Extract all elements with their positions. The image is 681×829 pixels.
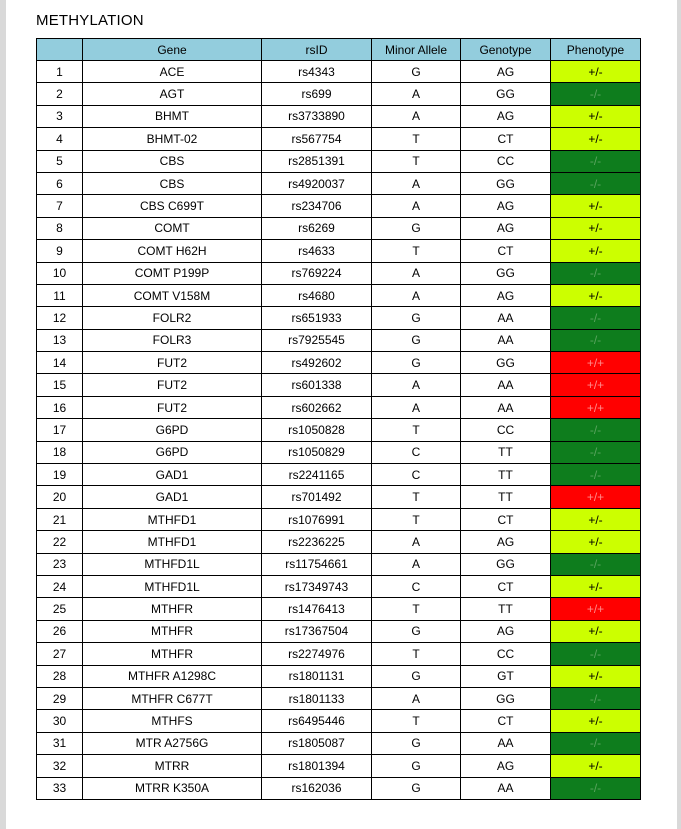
gene-cell: MTRR [83, 755, 262, 777]
minor-allele-cell: G [372, 307, 461, 329]
gene-cell: MTHFD1L [83, 575, 262, 597]
row-index: 3 [37, 105, 83, 127]
gene-cell: CBS C699T [83, 195, 262, 217]
minor-allele-cell: T [372, 598, 461, 620]
rsid-cell: rs4633 [262, 240, 372, 262]
row-index: 20 [37, 486, 83, 508]
rsid-cell: rs4680 [262, 284, 372, 306]
table-row [37, 755, 641, 777]
row-index: 16 [37, 396, 83, 418]
minor-allele-cell: A [372, 262, 461, 284]
phenotype-cell: -/- [551, 172, 641, 194]
section-title: METHYLATION [36, 12, 144, 29]
genotype-cell: CC [461, 643, 551, 665]
genotype-cell: TT [461, 486, 551, 508]
phenotype-cell: -/- [551, 643, 641, 665]
minor-allele-cell: G [372, 620, 461, 642]
rsid-cell: rs162036 [262, 777, 372, 799]
minor-allele-cell: A [372, 105, 461, 127]
minor-allele-cell: A [372, 195, 461, 217]
minor-allele-cell: T [372, 643, 461, 665]
minor-allele-cell: T [372, 710, 461, 732]
row-index: 11 [37, 284, 83, 306]
rsid-cell: rs1801394 [262, 755, 372, 777]
row-index: 8 [37, 217, 83, 239]
rsid-cell: rs17349743 [262, 575, 372, 597]
gene-cell: GAD1 [83, 464, 262, 486]
gene-cell: CBS [83, 172, 262, 194]
genotype-cell: GG [461, 687, 551, 709]
table-row [37, 128, 641, 150]
gene-cell: COMT P199P [83, 262, 262, 284]
rsid-cell: rs769224 [262, 262, 372, 284]
gene-cell: AGT [83, 83, 262, 105]
column-header-gene: Gene [83, 39, 262, 61]
phenotype-cell: -/- [551, 83, 641, 105]
phenotype-cell: +/- [551, 508, 641, 530]
row-index: 5 [37, 150, 83, 172]
gene-cell: BHMT [83, 105, 262, 127]
gene-cell: FUT2 [83, 352, 262, 374]
gene-cell: MTHFR C677T [83, 687, 262, 709]
table-row [37, 240, 641, 262]
table-row [37, 598, 641, 620]
genotype-cell: GG [461, 553, 551, 575]
gene-cell: FUT2 [83, 374, 262, 396]
row-index: 19 [37, 464, 83, 486]
minor-allele-cell: G [372, 755, 461, 777]
row-index: 7 [37, 195, 83, 217]
row-index: 32 [37, 755, 83, 777]
phenotype-cell: -/- [551, 553, 641, 575]
genotype-cell: GG [461, 352, 551, 374]
minor-allele-cell: T [372, 419, 461, 441]
table-row [37, 665, 641, 687]
gene-cell: ACE [83, 61, 262, 83]
minor-allele-cell: C [372, 575, 461, 597]
gene-cell: MTHFR [83, 643, 262, 665]
row-index: 15 [37, 374, 83, 396]
phenotype-cell: -/- [551, 329, 641, 351]
table-row [37, 105, 641, 127]
genotype-cell: AA [461, 396, 551, 418]
table-row [37, 620, 641, 642]
rsid-cell: rs1801131 [262, 665, 372, 687]
minor-allele-cell: T [372, 240, 461, 262]
table-row [37, 777, 641, 799]
table-row [37, 419, 641, 441]
gene-cell: MTRR K350A [83, 777, 262, 799]
row-index: 4 [37, 128, 83, 150]
minor-allele-cell: C [372, 441, 461, 463]
rsid-cell: rs17367504 [262, 620, 372, 642]
rsid-cell: rs1050829 [262, 441, 372, 463]
phenotype-cell: +/- [551, 284, 641, 306]
phenotype-cell: +/+ [551, 598, 641, 620]
phenotype-cell: -/- [551, 419, 641, 441]
gene-cell: G6PD [83, 441, 262, 463]
phenotype-cell: +/- [551, 755, 641, 777]
genotype-cell: AG [461, 195, 551, 217]
rsid-cell: rs6495446 [262, 710, 372, 732]
genotype-cell: TT [461, 598, 551, 620]
table-row [37, 195, 641, 217]
row-index: 28 [37, 665, 83, 687]
rsid-cell: rs2274976 [262, 643, 372, 665]
table-row [37, 643, 641, 665]
genotype-cell: AG [461, 61, 551, 83]
genotype-cell: GG [461, 83, 551, 105]
phenotype-cell: -/- [551, 464, 641, 486]
minor-allele-cell: A [372, 284, 461, 306]
rsid-cell: rs7925545 [262, 329, 372, 351]
phenotype-cell: +/- [551, 531, 641, 553]
gene-cell: MTHFR [83, 598, 262, 620]
table-row [37, 284, 641, 306]
column-header-index [37, 39, 83, 61]
gene-cell: MTHFS [83, 710, 262, 732]
rsid-cell: rs602662 [262, 396, 372, 418]
row-index: 30 [37, 710, 83, 732]
row-index: 13 [37, 329, 83, 351]
table-row [37, 396, 641, 418]
table-row [37, 150, 641, 172]
phenotype-cell: +/- [551, 575, 641, 597]
gene-cell: G6PD [83, 419, 262, 441]
phenotype-cell: +/+ [551, 352, 641, 374]
rsid-cell: rs6269 [262, 217, 372, 239]
row-index: 6 [37, 172, 83, 194]
rsid-cell: rs601338 [262, 374, 372, 396]
gene-cell: COMT [83, 217, 262, 239]
phenotype-cell: +/- [551, 61, 641, 83]
row-index: 14 [37, 352, 83, 374]
row-index: 26 [37, 620, 83, 642]
genotype-cell: AG [461, 105, 551, 127]
genotype-cell: AA [461, 329, 551, 351]
genotype-cell: CT [461, 128, 551, 150]
phenotype-cell: +/- [551, 620, 641, 642]
genotype-cell: AG [461, 284, 551, 306]
table-row [37, 374, 641, 396]
page-edge-left [0, 0, 6, 829]
row-index: 22 [37, 531, 83, 553]
gene-cell: FOLR3 [83, 329, 262, 351]
genotype-cell: GG [461, 172, 551, 194]
gene-cell: MTHFD1L [83, 553, 262, 575]
minor-allele-cell: G [372, 329, 461, 351]
genotype-cell: GT [461, 665, 551, 687]
genotype-cell: TT [461, 441, 551, 463]
phenotype-cell: -/- [551, 307, 641, 329]
gene-cell: MTR A2756G [83, 732, 262, 754]
table-row [37, 352, 641, 374]
phenotype-cell: -/- [551, 687, 641, 709]
gene-cell: FOLR2 [83, 307, 262, 329]
rsid-cell: rs1805087 [262, 732, 372, 754]
genotype-cell: CT [461, 710, 551, 732]
rsid-cell: rs701492 [262, 486, 372, 508]
phenotype-cell: +/- [551, 128, 641, 150]
genotype-cell: AA [461, 307, 551, 329]
row-index: 9 [37, 240, 83, 262]
row-index: 27 [37, 643, 83, 665]
row-index: 10 [37, 262, 83, 284]
gene-cell: MTHFR A1298C [83, 665, 262, 687]
minor-allele-cell: A [372, 396, 461, 418]
row-index: 23 [37, 553, 83, 575]
rsid-cell: rs567754 [262, 128, 372, 150]
minor-allele-cell: A [372, 83, 461, 105]
genotype-cell: CT [461, 240, 551, 262]
minor-allele-cell: C [372, 464, 461, 486]
row-index: 31 [37, 732, 83, 754]
gene-cell: MTHFR [83, 620, 262, 642]
minor-allele-cell: A [372, 374, 461, 396]
phenotype-cell: +/- [551, 240, 641, 262]
genotype-cell: AG [461, 620, 551, 642]
phenotype-cell: +/- [551, 105, 641, 127]
phenotype-cell: +/+ [551, 486, 641, 508]
gene-cell: FUT2 [83, 396, 262, 418]
minor-allele-cell: G [372, 352, 461, 374]
phenotype-cell: +/- [551, 665, 641, 687]
phenotype-cell: -/- [551, 732, 641, 754]
row-index: 33 [37, 777, 83, 799]
row-index: 18 [37, 441, 83, 463]
genotype-cell: GG [461, 262, 551, 284]
minor-allele-cell: A [372, 531, 461, 553]
row-index: 1 [37, 61, 83, 83]
row-index: 24 [37, 575, 83, 597]
gene-cell: CBS [83, 150, 262, 172]
genotype-cell: TT [461, 464, 551, 486]
table-row [37, 710, 641, 732]
table-row [37, 732, 641, 754]
minor-allele-cell: G [372, 665, 461, 687]
genotype-cell: AA [461, 732, 551, 754]
column-header-minor-allele: Minor Allele [372, 39, 461, 61]
column-header-genotype: Genotype [461, 39, 551, 61]
row-index: 21 [37, 508, 83, 530]
phenotype-cell: -/- [551, 150, 641, 172]
table-row [37, 575, 641, 597]
table-row [37, 441, 641, 463]
minor-allele-cell: A [372, 687, 461, 709]
rsid-cell: rs1801133 [262, 687, 372, 709]
rsid-cell: rs4343 [262, 61, 372, 83]
minor-allele-cell: G [372, 61, 461, 83]
rsid-cell: rs4920037 [262, 172, 372, 194]
table-row [37, 553, 641, 575]
rsid-cell: rs1050828 [262, 419, 372, 441]
genotype-cell: AG [461, 755, 551, 777]
row-index: 2 [37, 83, 83, 105]
minor-allele-cell: G [372, 732, 461, 754]
table-row [37, 307, 641, 329]
table-row [37, 687, 641, 709]
table-row [37, 464, 641, 486]
table-row [37, 486, 641, 508]
table-row [37, 61, 641, 83]
gene-cell: GAD1 [83, 486, 262, 508]
minor-allele-cell: T [372, 150, 461, 172]
minor-allele-cell: G [372, 217, 461, 239]
phenotype-cell: -/- [551, 262, 641, 284]
phenotype-cell: +/- [551, 710, 641, 732]
rsid-cell: rs1476413 [262, 598, 372, 620]
genotype-cell: CT [461, 508, 551, 530]
table-row [37, 172, 641, 194]
gene-cell: MTHFD1 [83, 508, 262, 530]
rsid-cell: rs11754661 [262, 553, 372, 575]
table-row [37, 329, 641, 351]
rsid-cell: rs492602 [262, 352, 372, 374]
genotype-cell: AA [461, 374, 551, 396]
minor-allele-cell: G [372, 777, 461, 799]
gene-cell: BHMT-02 [83, 128, 262, 150]
table-body [37, 61, 641, 800]
row-index: 12 [37, 307, 83, 329]
genotype-cell: CC [461, 419, 551, 441]
table-header-row [37, 39, 641, 61]
gene-cell: COMT V158M [83, 284, 262, 306]
genotype-cell: CT [461, 575, 551, 597]
phenotype-cell: +/+ [551, 396, 641, 418]
minor-allele-cell: T [372, 508, 461, 530]
phenotype-cell: -/- [551, 777, 641, 799]
minor-allele-cell: A [372, 172, 461, 194]
rsid-cell: rs3733890 [262, 105, 372, 127]
rsid-cell: rs234706 [262, 195, 372, 217]
genotype-cell: AG [461, 531, 551, 553]
minor-allele-cell: A [372, 553, 461, 575]
column-header-phenotype: Phenotype [551, 39, 641, 61]
column-header-rsid: rsID [262, 39, 372, 61]
phenotype-cell: +/+ [551, 374, 641, 396]
table-row [37, 217, 641, 239]
table-row [37, 262, 641, 284]
page-edge-right [677, 0, 681, 829]
rsid-cell: rs699 [262, 83, 372, 105]
table-row [37, 508, 641, 530]
row-index: 17 [37, 419, 83, 441]
table-row [37, 531, 641, 553]
phenotype-cell: -/- [551, 441, 641, 463]
genotype-cell: CC [461, 150, 551, 172]
rsid-cell: rs1076991 [262, 508, 372, 530]
genotype-cell: AG [461, 217, 551, 239]
genotype-table [36, 38, 641, 800]
minor-allele-cell: T [372, 486, 461, 508]
rsid-cell: rs2851391 [262, 150, 372, 172]
minor-allele-cell: T [372, 128, 461, 150]
row-index: 25 [37, 598, 83, 620]
row-index: 29 [37, 687, 83, 709]
phenotype-cell: +/- [551, 217, 641, 239]
gene-cell: COMT H62H [83, 240, 262, 262]
rsid-cell: rs2236225 [262, 531, 372, 553]
genotype-cell: AA [461, 777, 551, 799]
rsid-cell: rs2241165 [262, 464, 372, 486]
rsid-cell: rs651933 [262, 307, 372, 329]
phenotype-cell: +/- [551, 195, 641, 217]
table-row [37, 83, 641, 105]
gene-cell: MTHFD1 [83, 531, 262, 553]
